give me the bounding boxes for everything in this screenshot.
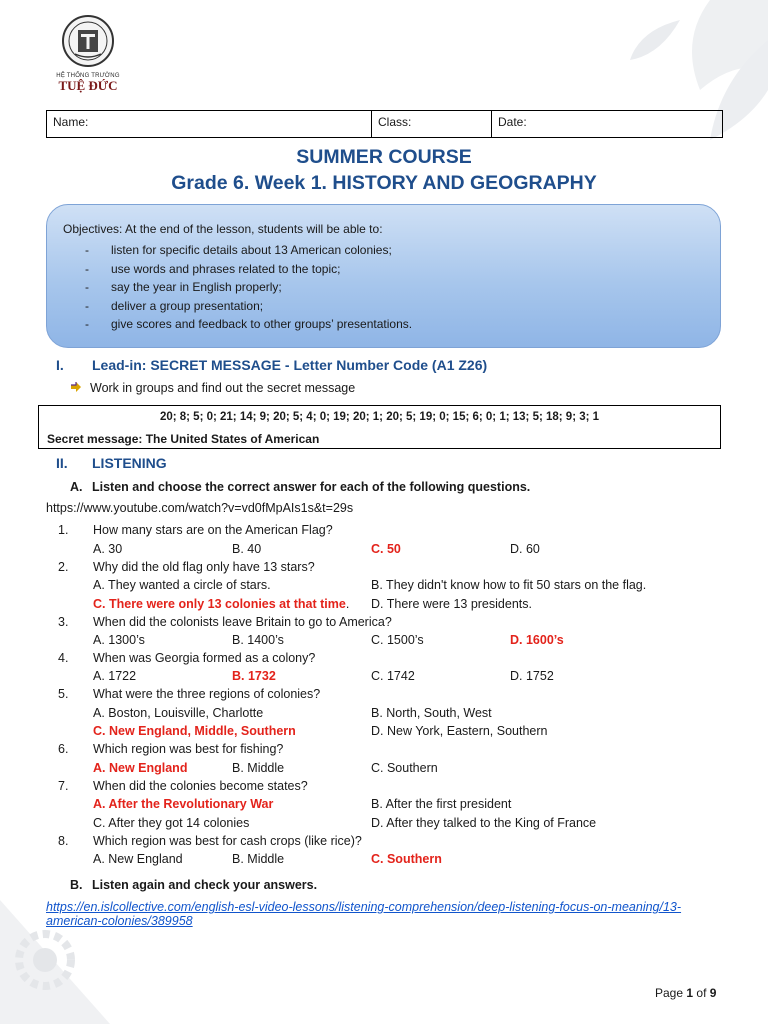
course-title: SUMMER COURSE xyxy=(296,146,472,168)
answer-option: B. 1400’s xyxy=(232,633,284,647)
question-text: What were the three regions of colonies? xyxy=(93,687,321,701)
objective-item: - say the year in English properly; xyxy=(85,280,282,294)
question-number: 2. xyxy=(58,560,69,574)
answer-option: A. 1722 xyxy=(93,669,137,683)
objective-item: - use words and phrases related to the topic; xyxy=(85,261,341,276)
correct-answer-option: C. Southern xyxy=(371,852,442,866)
number-code: 20; 8; 5; 0; 21; 14; 9; 20; 5; 4; 0; 19; 20; 1; 20; 5; 19; 0; 15; 6; 0; 1; 13; 5; 18; 9; 3; 1 xyxy=(159,411,600,423)
answer-option: B. North, South, West xyxy=(371,706,492,720)
school-name-small: HỆ THỐNG TRƯỜNG xyxy=(56,73,120,79)
school-name: TUỆ ĐỨC xyxy=(58,78,118,93)
correct-answer-option: A. New England xyxy=(93,761,188,775)
lesson-title: Grade 6. Week 1. HISTORY AND GEOGRAPHY xyxy=(171,172,597,194)
part-a-instruction: A. Listen and choose the correct answer for each of the following questions. xyxy=(70,480,531,494)
secret-message-answer: Secret message: The United States of American xyxy=(47,432,320,446)
objectives-list xyxy=(85,241,412,334)
student-info-table xyxy=(46,110,723,138)
answer-option: D. After they talked to the King of France xyxy=(371,816,597,830)
islcollective-link[interactable]: https://en.islcollective.com/english-esl-video-lessons/listening-comprehension/deep-listening-focus-on-meaning/13- xyxy=(46,900,682,914)
objectives-intro: Objectives: At the end of the lesson, students will be able to: xyxy=(63,222,383,236)
question-text: When was Georgia formed as a colony? xyxy=(93,651,316,665)
answer-option: B. Middle xyxy=(232,761,285,775)
islcollective-link-continued[interactable]: american-colonies/389958 xyxy=(46,914,193,928)
correct-answer-option: D. 1600’s xyxy=(510,633,564,647)
arrow-bullet-icon xyxy=(70,381,82,393)
question-number: 8. xyxy=(58,834,69,848)
section-1-heading: I. Lead-in: SECRET MESSAGE - Letter Number Code (A1 Z26) xyxy=(56,357,488,373)
answer-option: B. After the first president xyxy=(371,797,512,811)
answer-option: A. New England xyxy=(93,852,183,866)
school-emblem-icon xyxy=(61,14,115,68)
question-text: When did the colonists leave Britain to go to America? xyxy=(93,615,392,629)
question-number: 7. xyxy=(58,779,69,793)
answer-option: C. After they got 14 colonies xyxy=(93,816,250,830)
question-number: 4. xyxy=(58,651,69,665)
answer-option: A. 1300’s xyxy=(93,633,145,647)
answer-option: D. 1752 xyxy=(510,669,554,683)
objective-item: - give scores and feedback to other groups’ presentations. xyxy=(85,317,413,331)
name-field[interactable]: Name: xyxy=(47,111,372,137)
question-number: 3. xyxy=(58,615,69,629)
secret-message-box xyxy=(38,405,721,449)
answer-option: C. 1742 xyxy=(371,669,415,683)
correct-answer-option: C. 50 xyxy=(371,542,401,556)
section-2-heading: II. LISTENING xyxy=(56,455,167,471)
video-url[interactable]: https://www.youtube.com/watch?v=vd0fMpAIs1s&t=29s xyxy=(46,501,354,515)
class-field[interactable]: Class: xyxy=(372,111,492,137)
answer-option: D. 60 xyxy=(510,542,540,556)
date-field[interactable]: Date: xyxy=(498,115,527,129)
question-text: When did the colonies become states? xyxy=(93,779,308,793)
question-text: Which region was best for cash crops (like rice)? xyxy=(93,834,362,848)
objective-item: - deliver a group presentation; xyxy=(85,298,264,313)
part-b-instruction: B. Listen again and check your answers. xyxy=(70,878,318,892)
answer-option: D. New York, Eastern, Southern xyxy=(371,724,548,738)
question-number: 5. xyxy=(58,687,69,701)
answer-option: A. They wanted a circle of stars. xyxy=(93,578,271,592)
correct-answer-option: C. New England, Middle, Southern xyxy=(93,724,296,738)
correct-answer-option: B. 1732 xyxy=(232,669,276,683)
answer-option: A. 30 xyxy=(93,542,123,556)
answer-option: C. 1500’s xyxy=(371,633,424,647)
question-text: Why did the old flag only have 13 stars? xyxy=(93,560,315,574)
question-text: How many stars are on the American Flag? xyxy=(93,523,333,537)
question-text: Which region was best for fishing? xyxy=(93,742,284,756)
answer-option: A. Boston, Louisville, Charlotte xyxy=(93,706,264,720)
answer-option: B. They didn't know how to fit 50 stars on the flag. xyxy=(371,578,647,592)
page-number: Page 1 of 9 xyxy=(655,986,717,1000)
answer-option: C. Southern xyxy=(371,761,438,775)
question-number: 6. xyxy=(58,742,69,756)
answer-option: B. 40 xyxy=(232,542,262,556)
answer-option: B. Middle xyxy=(232,852,285,866)
correct-answer-option: C. There were only 13 colonies at that time. xyxy=(93,597,350,611)
school-logo xyxy=(54,14,122,100)
objectives-box xyxy=(46,204,721,348)
section-1-instruction: Work in groups and find out the secret message xyxy=(70,381,355,395)
objective-item: - listen for specific details about 13 American colonies; xyxy=(85,243,392,257)
question-number: 1. xyxy=(58,523,69,537)
answer-option: D. There were 13 presidents. xyxy=(371,597,532,611)
correct-answer-option: A. After the Revolutionary War xyxy=(93,797,274,811)
